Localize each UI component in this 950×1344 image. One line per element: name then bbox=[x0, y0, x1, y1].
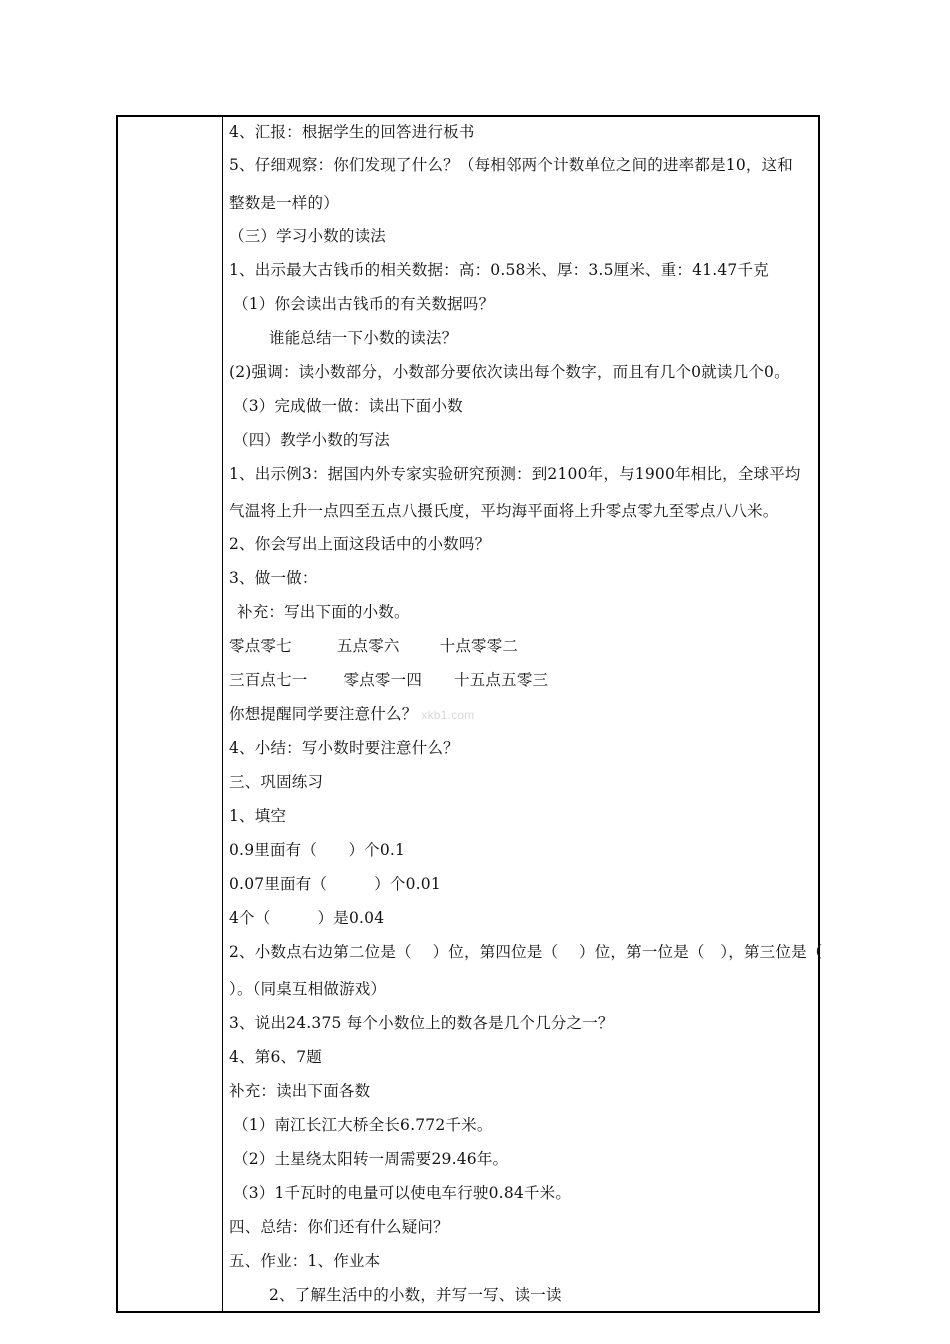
number-word: 十点零零二 bbox=[439, 637, 519, 655]
text-line: 2、小数点右边第二位是（ ）位，第四位是（ ）位，第一位是（ ），第三位是（ bbox=[229, 943, 823, 961]
text-line: 4个（ ）是0.04 bbox=[229, 909, 385, 927]
number-word: 五点零六 bbox=[336, 637, 400, 655]
text-line: (2)强调：读小数部分，小数部分要依次读出每个数字，而且有几个0就读几个0。 bbox=[229, 363, 790, 381]
number-words-row bbox=[229, 636, 518, 656]
text-line: （3）完成做一做：读出下面小数 bbox=[233, 397, 463, 415]
text-line: 0.07里面有（ ）个0.01 bbox=[229, 875, 441, 893]
text-line: 谁能总结一下小数的读法？ bbox=[269, 329, 458, 347]
section-heading: （四）教学小数的写法 bbox=[233, 431, 391, 449]
text-line: 整数是一样的） bbox=[229, 194, 339, 212]
number-words-row bbox=[229, 670, 548, 690]
text-line: 3、做一做： bbox=[229, 569, 318, 587]
number-word: 零点零一四 bbox=[343, 671, 423, 689]
section-heading: 三、巩固练习 bbox=[229, 773, 324, 791]
text-line: 4、小结：写小数时要注意什么？ bbox=[229, 739, 459, 757]
text-line: 0.9里面有（ ）个0.1 bbox=[229, 841, 406, 859]
text-line: 1、出示例3：据国内外专家实验研究预测：到2100年，与1900年相比，全球平均 bbox=[229, 465, 801, 483]
text-line: 5、仔细观察：你们发现了什么？（每相邻两个计数单位之间的进率都是10，这和 bbox=[229, 156, 793, 174]
text-line: （1）南江长江大桥全长6.772千米。 bbox=[233, 1116, 493, 1134]
text-line: （2）土星绕太阳转一周需要29.46年。 bbox=[233, 1150, 509, 1168]
text-line: 补充：读出下面各数 bbox=[229, 1082, 371, 1100]
question-text: 你想提醒同学要注意什么？ bbox=[229, 705, 418, 723]
text-line: 1、填空 bbox=[229, 807, 287, 825]
number-word: 零点零七 bbox=[229, 637, 292, 655]
text-line bbox=[229, 704, 474, 725]
text-line: ）。（同桌互相做游戏） bbox=[229, 980, 387, 998]
text-line: 2、你会写出上面这段话中的小数吗？ bbox=[229, 535, 491, 553]
section-heading: 五、作业：1、作业本 bbox=[229, 1252, 381, 1270]
text-line: 2、了解生活中的小数，并写一写、读一读 bbox=[269, 1286, 562, 1304]
number-word: 三百点七一 bbox=[229, 671, 308, 689]
text-line: （1）你会读出古钱币的有关数据吗？ bbox=[233, 295, 495, 313]
section-heading: 四、总结：你们还有什么疑问？ bbox=[229, 1218, 449, 1236]
text-line: 4、第6、7题 bbox=[229, 1048, 322, 1066]
text-line: 补充：写出下面的小数。 bbox=[237, 603, 410, 621]
text-line: （3）1千瓦时的电量可以使电车行驶0.84千米。 bbox=[233, 1184, 572, 1202]
watermark-text: xkb1.com bbox=[421, 708, 475, 722]
number-word: 十五点五零三 bbox=[454, 671, 549, 689]
section-heading: （三）学习小数的读法 bbox=[229, 227, 387, 245]
text-line: 4、汇报：根据学生的回答进行板书 bbox=[229, 123, 475, 141]
text-line: 1、出示最大古钱币的相关数据：高：0.58米、厚：3.5厘米、重：41.47千克 bbox=[229, 261, 769, 279]
column-divider bbox=[222, 117, 223, 1311]
text-line: 3、说出24.375 每个小数位上的数各是几个几分之一？ bbox=[229, 1014, 614, 1032]
text-line: 气温将上升一点四至五点八摄氏度，平均海平面将上升零点零九至零点八八米。 bbox=[229, 502, 779, 520]
